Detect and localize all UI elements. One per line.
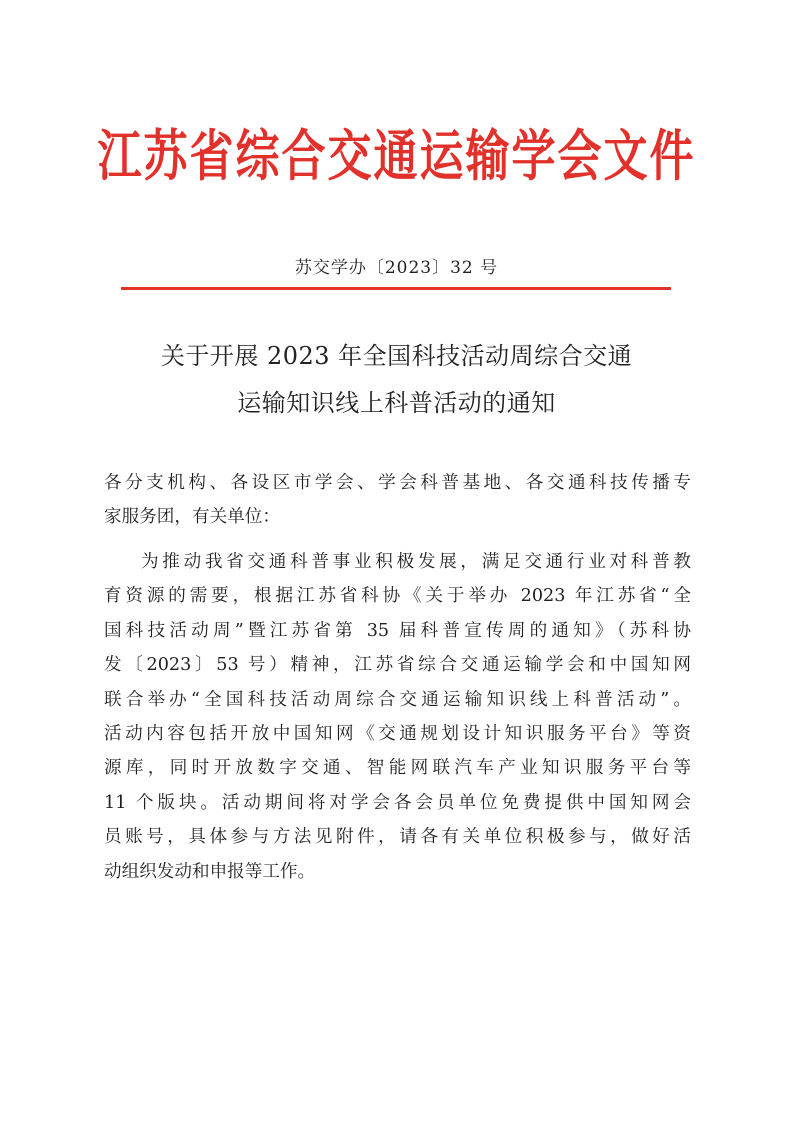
salutation <box>104 466 691 534</box>
body-line: 活动内容包括开放中国知网《交通规划设计知识服务平台》等资 <box>104 724 691 745</box>
notice-title-line-2: 运输知识线上科普活动的通知 <box>237 389 556 417</box>
body-line: 动组织发动和申报等工作。 <box>104 861 316 882</box>
body-line: 联合举办“全国科技活动周综合交通运输知识线上科普活动”。 <box>104 689 691 710</box>
notice-title <box>100 333 693 427</box>
red-separator-rule <box>121 287 671 290</box>
body-line: 发〔2023〕53 号）精神，江苏省综合交通运输学会和中国知网 <box>104 655 691 676</box>
notice-title-line-1: 关于开展 2023 年全国科技活动周综合交通 <box>160 342 633 370</box>
document-masthead: 江苏省综合交通运输学会文件 <box>97 125 696 189</box>
body-line: 为推动我省交通科普事业积极发展，满足交通行业对科普教 <box>141 552 691 572</box>
document-number: 苏交学办〔2023〕32 号 <box>294 258 499 278</box>
body-line: 员账号，具体参与方法见附件，请各有关单位积极参与，做好活 <box>104 827 691 848</box>
notice-body-paragraph <box>104 545 691 889</box>
body-line: 育资源的需要，根据江苏省科协《关于举办 2023 年江苏省“全 <box>104 586 691 607</box>
body-line: 国科技活动周”暨江苏省第 35 届科普宣传周的通知》（苏科协 <box>104 620 691 641</box>
salutation-line-1: 各分支机构、各设区市学会、学会科普基地、各交通科技传播专 <box>104 473 691 493</box>
body-line: 源库，同时开放数字交通、智能网联汽车产业知识服务平台等 <box>104 758 691 779</box>
body-line: 11 个版块。活动期间将对学会各会员单位免费提供中国知网会 <box>104 792 691 813</box>
salutation-line-2: 家服务团，有关单位： <box>104 507 280 527</box>
